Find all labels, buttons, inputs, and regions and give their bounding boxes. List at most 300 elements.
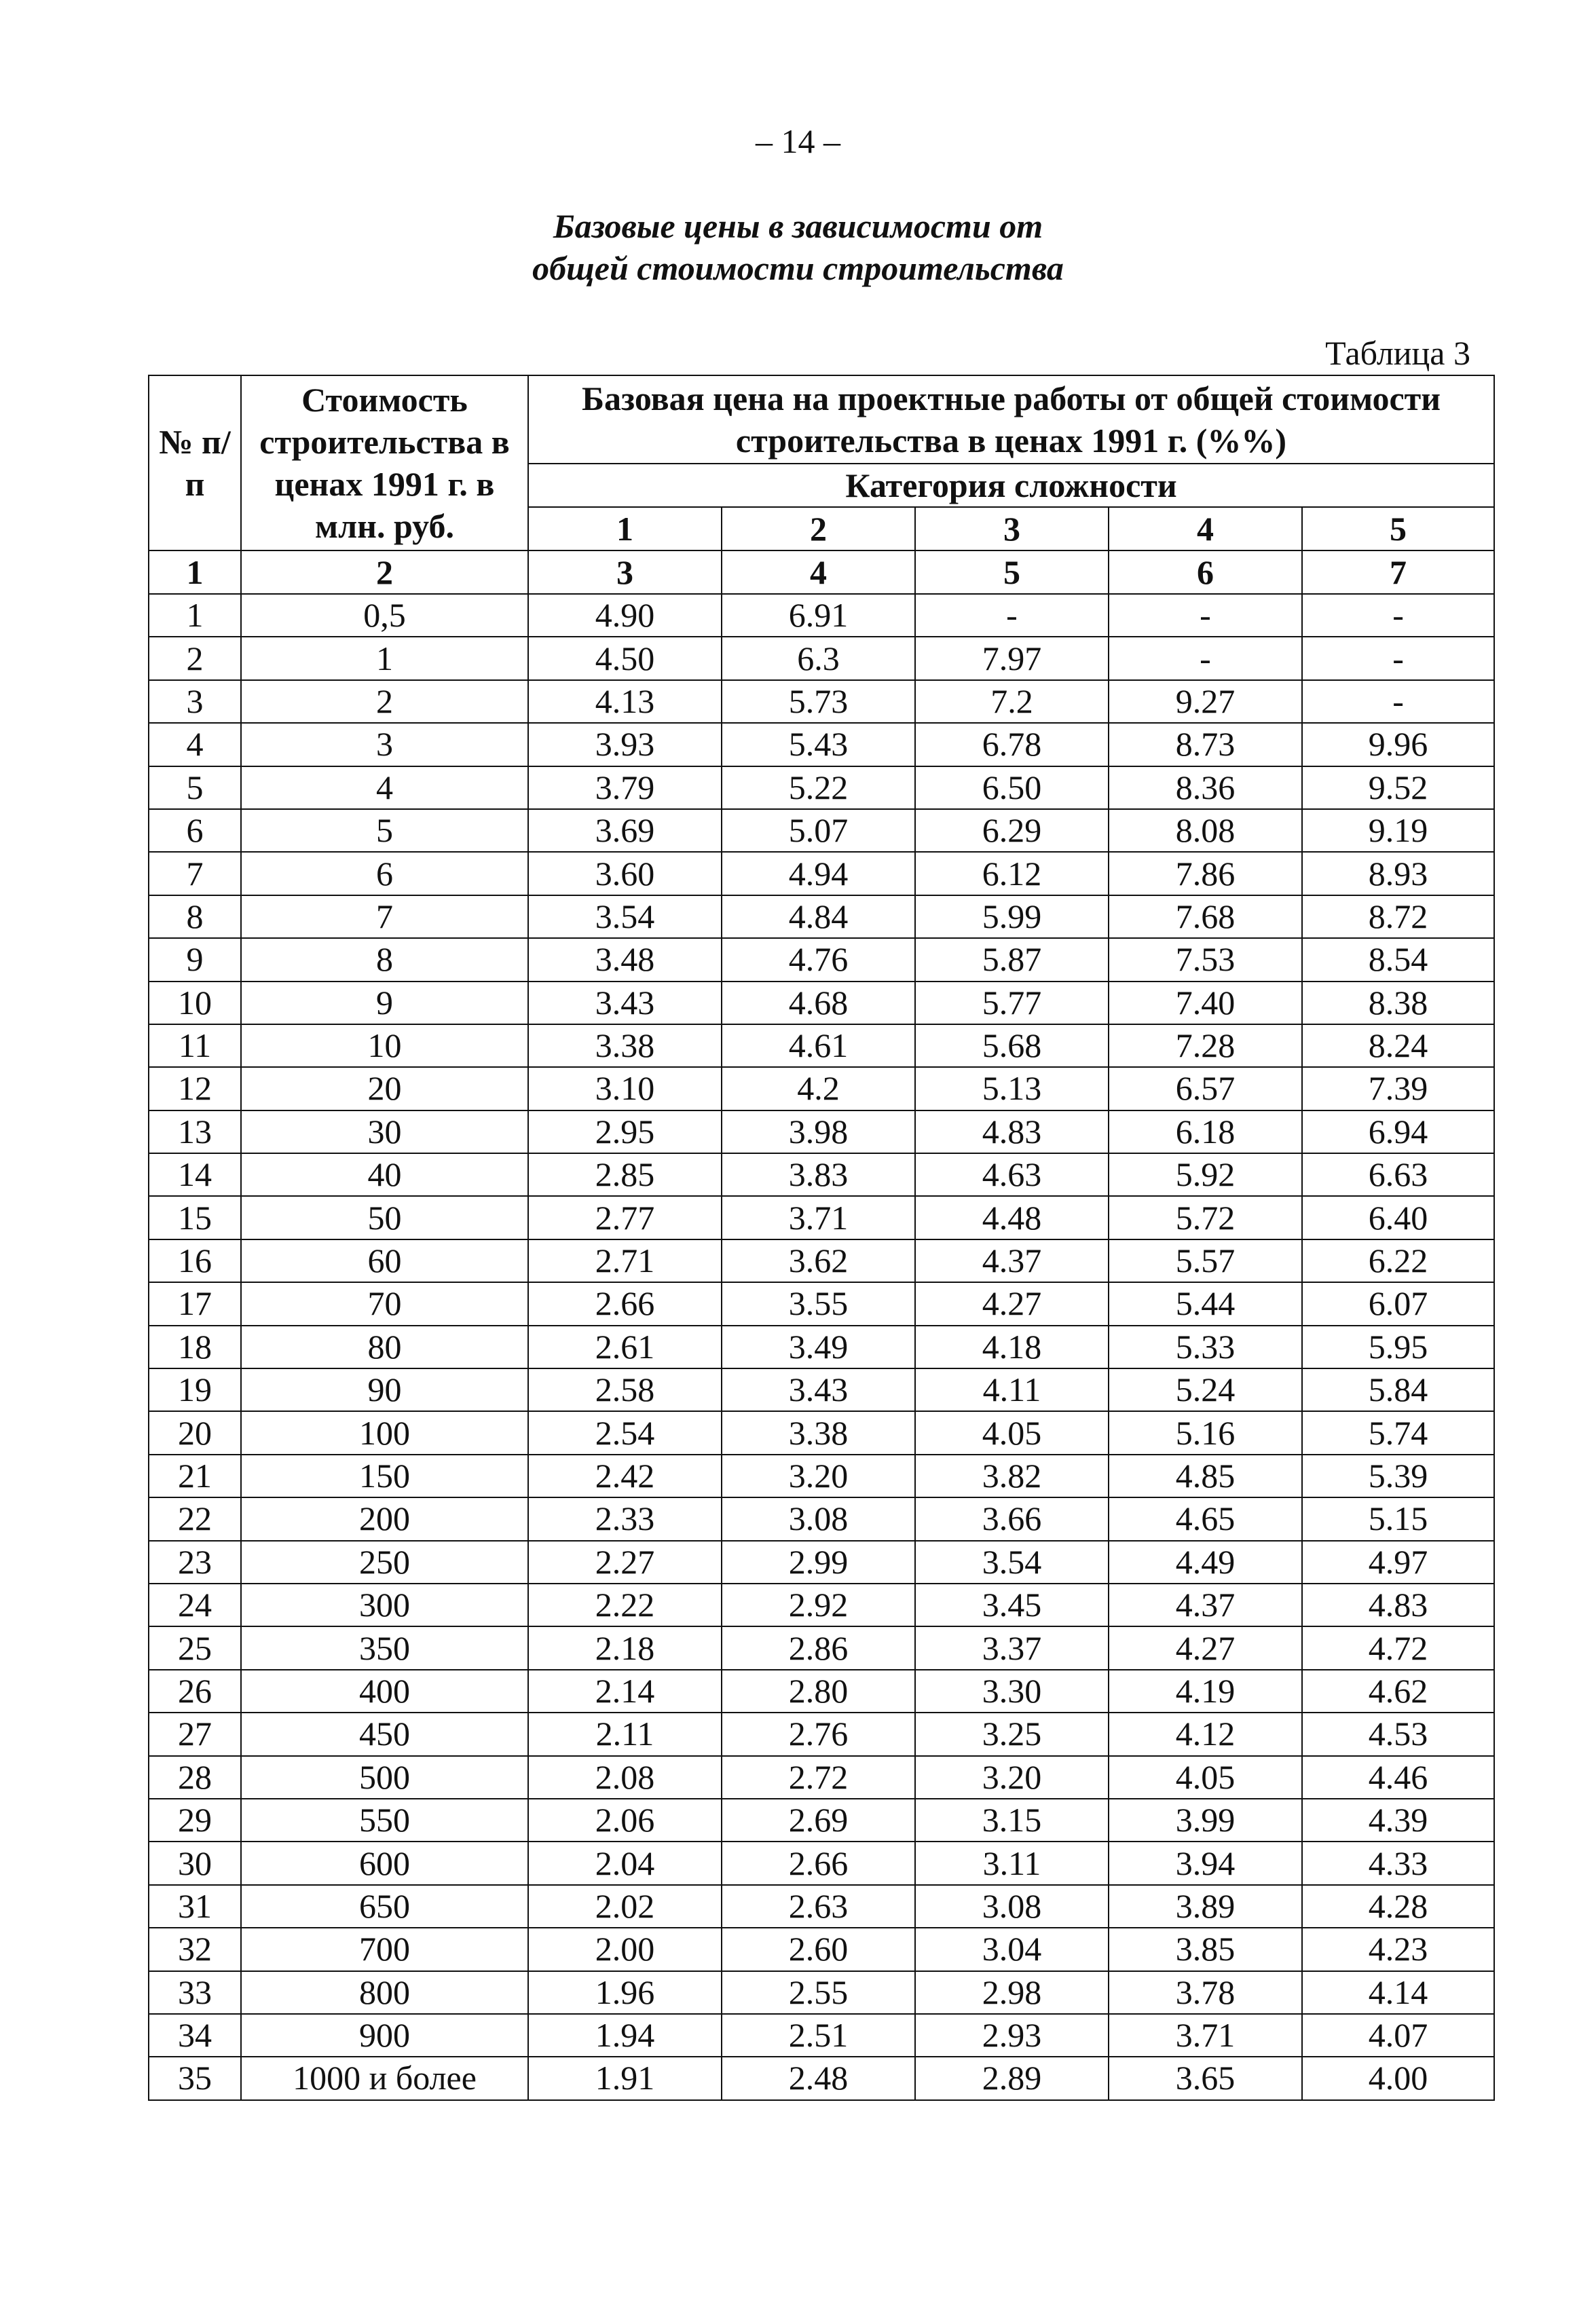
table-cell: 50 [241, 1196, 528, 1239]
table-cell: 2.14 [528, 1670, 722, 1713]
table-cell: 2.92 [722, 1584, 915, 1626]
table-row [149, 1885, 1494, 1928]
table-row [149, 1756, 1494, 1799]
table-cell: 3.10 [528, 1067, 722, 1110]
table-body [149, 594, 1494, 2100]
table-cell: 2.58 [528, 1368, 722, 1411]
table-row [149, 1455, 1494, 1497]
table-cell: 2.99 [722, 1541, 915, 1584]
table-cell: 5.77 [915, 982, 1109, 1024]
table-cell: 7 [149, 852, 241, 895]
table-cell: 30 [241, 1110, 528, 1153]
table-cell: 7.53 [1109, 938, 1302, 981]
table-cell: 2.95 [528, 1110, 722, 1153]
table-cell: 8.24 [1302, 1024, 1494, 1067]
table-cell: - [1109, 594, 1302, 637]
table-row [149, 723, 1494, 766]
table-cell: 3.66 [915, 1497, 1109, 1540]
table-cell: 6.40 [1302, 1196, 1494, 1239]
table-row [149, 1626, 1494, 1669]
title-line-2: общей стоимости строительства [532, 249, 1064, 287]
table-cell: 20 [241, 1067, 528, 1110]
table-cell: 4.65 [1109, 1497, 1302, 1540]
table-cell: 3.65 [1109, 2057, 1302, 2099]
table-cell: 2.76 [722, 1713, 915, 1755]
table-cell: - [1302, 637, 1494, 679]
table-cell: 3.08 [915, 1885, 1109, 1928]
table-cell: 6.3 [722, 637, 915, 679]
column-number: 6 [1109, 550, 1302, 594]
header-base-price [528, 375, 1494, 464]
table-cell: 2.60 [722, 1928, 915, 1971]
table-cell: 3.20 [915, 1756, 1109, 1799]
table-cell: 2.22 [528, 1584, 722, 1626]
table-row [149, 1799, 1494, 1842]
table-row [149, 1497, 1494, 1540]
table-cell: 4.62 [1302, 1670, 1494, 1713]
table-cell: 3.93 [528, 723, 722, 766]
table-cell: 5.74 [1302, 1411, 1494, 1454]
table-cell: 10 [149, 982, 241, 1024]
table-cell: 4.48 [915, 1196, 1109, 1239]
table-row [149, 1282, 1494, 1325]
table-row [149, 852, 1494, 895]
table-cell: 70 [241, 1282, 528, 1325]
table-cell: 2.00 [528, 1928, 722, 1971]
table-row [149, 2057, 1494, 2099]
table-cell: 28 [149, 1756, 241, 1799]
table-cell: 2.54 [528, 1411, 722, 1454]
column-number: 2 [241, 550, 528, 594]
table-cell: - [1302, 594, 1494, 637]
table-cell: 2.11 [528, 1713, 722, 1755]
table-cell: 2 [241, 680, 528, 723]
table-cell: 3.71 [1109, 2014, 1302, 2057]
table-cell: 8 [241, 938, 528, 981]
table-cell: 5.44 [1109, 1282, 1302, 1325]
table-cell: 8.54 [1302, 938, 1494, 981]
table-row [149, 1928, 1494, 1971]
table-cell: 2.04 [528, 1842, 722, 1884]
table-cell: 1 [149, 594, 241, 637]
header-number-text: № п/п [159, 423, 231, 503]
table-cell: 450 [241, 1713, 528, 1755]
table-cell: 1.91 [528, 2057, 722, 2099]
table-cell: 3.11 [915, 1842, 1109, 1884]
table-cell: 25 [149, 1626, 241, 1669]
table-cell: 4.33 [1302, 1842, 1494, 1884]
table-cell: 4.00 [1302, 2057, 1494, 2099]
table-cell: 8 [149, 895, 241, 938]
table-cell: 6.18 [1109, 1110, 1302, 1153]
table-cell: 4.63 [915, 1153, 1109, 1196]
table-cell: 5.07 [722, 809, 915, 852]
table-cell: 5.57 [1109, 1239, 1302, 1282]
table-cell: 3.25 [915, 1713, 1109, 1755]
table-cell: 26 [149, 1670, 241, 1713]
table-cell: 6 [241, 852, 528, 895]
base-price-table [148, 375, 1495, 2101]
table-cell: 4.27 [915, 1282, 1109, 1325]
table-row [149, 1326, 1494, 1368]
table-row [149, 1541, 1494, 1584]
table-cell: 15 [149, 1196, 241, 1239]
table-cell: 3.99 [1109, 1799, 1302, 1842]
table-cell: 6.91 [722, 594, 915, 637]
table-cell: 3.79 [528, 766, 722, 809]
table-cell: 4.50 [528, 637, 722, 679]
table-cell: 8.38 [1302, 982, 1494, 1024]
table-cell: 5.33 [1109, 1326, 1302, 1368]
table-cell: 700 [241, 1928, 528, 1971]
table-cell: 4 [241, 766, 528, 809]
table-cell: 2.77 [528, 1196, 722, 1239]
table-cell: 14 [149, 1153, 241, 1196]
table-cell: 5.92 [1109, 1153, 1302, 1196]
table-cell: 7.2 [915, 680, 1109, 723]
table-cell: 6.94 [1302, 1110, 1494, 1153]
table-cell: 19 [149, 1368, 241, 1411]
table-cell: 7.39 [1302, 1067, 1494, 1110]
table-cell: 40 [241, 1153, 528, 1196]
table-cell: 4.12 [1109, 1713, 1302, 1755]
table-cell: 11 [149, 1024, 241, 1067]
table-cell: 5.84 [1302, 1368, 1494, 1411]
table-row [149, 1670, 1494, 1713]
table-cell: 150 [241, 1455, 528, 1497]
table-cell: 2.80 [722, 1670, 915, 1713]
table-row [149, 637, 1494, 679]
table-cell: 4.18 [915, 1326, 1109, 1368]
table-cell: 2.55 [722, 1971, 915, 2014]
table-cell: 4.23 [1302, 1928, 1494, 1971]
table-cell: 4.39 [1302, 1799, 1494, 1842]
header-category-1: 1 [528, 507, 722, 550]
table-cell: 8.36 [1109, 766, 1302, 809]
table-cell: 9 [241, 982, 528, 1024]
table-cell: 900 [241, 2014, 528, 2057]
table-cell: 5.73 [722, 680, 915, 723]
table-cell: 4.27 [1109, 1626, 1302, 1669]
table-cell: 4.2 [722, 1067, 915, 1110]
table-row [149, 1067, 1494, 1110]
table-cell: 2.18 [528, 1626, 722, 1669]
table-cell: 1000 и более [241, 2057, 528, 2099]
table-cell: 7.40 [1109, 982, 1302, 1024]
table-cell: 3.54 [528, 895, 722, 938]
title-line-1: Базовые цены в зависимости от [553, 207, 1043, 245]
table-cell: 32 [149, 1928, 241, 1971]
header-base-price-text: Базовая цена на проектные работы от общей стоимости строительства в ценах 1991 г. (%%) [581, 379, 1441, 460]
table-row [149, 1110, 1494, 1153]
column-number: 5 [915, 550, 1109, 594]
table-cell: 33 [149, 1971, 241, 2014]
table-cell: 100 [241, 1411, 528, 1454]
table-row [149, 1584, 1494, 1626]
table-cell: - [1109, 637, 1302, 679]
column-number: 4 [722, 550, 915, 594]
table-cell: 8.93 [1302, 852, 1494, 895]
table-cell: 3.20 [722, 1455, 915, 1497]
table-cell: - [1302, 680, 1494, 723]
table-cell: 3.94 [1109, 1842, 1302, 1884]
table-cell: 3 [241, 723, 528, 766]
table-cell: 7.86 [1109, 852, 1302, 895]
table-cell: 9.19 [1302, 809, 1494, 852]
page-title [0, 205, 1596, 289]
table-cell: 2.02 [528, 1885, 722, 1928]
table-cell: 3.82 [915, 1455, 1109, 1497]
table-cell: 80 [241, 1326, 528, 1368]
table-cell: 3.85 [1109, 1928, 1302, 1971]
table-cell: 6.12 [915, 852, 1109, 895]
table-cell: 2.66 [722, 1842, 915, 1884]
table-cell: 3.04 [915, 1928, 1109, 1971]
table-cell: 4.61 [722, 1024, 915, 1067]
table-cell: 5.15 [1302, 1497, 1494, 1540]
table-cell: 5.22 [722, 766, 915, 809]
table-cell: 24 [149, 1584, 241, 1626]
table-cell: 8.72 [1302, 895, 1494, 938]
table-cell: 6.07 [1302, 1282, 1494, 1325]
table-cell: 35 [149, 2057, 241, 2099]
table-cell: 500 [241, 1756, 528, 1799]
table-cell: 4.13 [528, 680, 722, 723]
table-row [149, 2014, 1494, 2057]
column-number: 7 [1302, 550, 1494, 594]
table-cell: 2.61 [528, 1326, 722, 1368]
table-cell: 2.48 [722, 2057, 915, 2099]
table-cell: 2.69 [722, 1799, 915, 1842]
table-row [149, 1971, 1494, 2014]
table-row [149, 680, 1494, 723]
table-cell: 0,5 [241, 594, 528, 637]
table-cell: 350 [241, 1626, 528, 1669]
table-cell: 550 [241, 1799, 528, 1842]
table-cell: - [915, 594, 1109, 637]
table-cell: 2.85 [528, 1153, 722, 1196]
table-cell: 6.29 [915, 809, 1109, 852]
table-cell: 8.73 [1109, 723, 1302, 766]
table-cell: 4.49 [1109, 1541, 1302, 1584]
table-cell: 650 [241, 1885, 528, 1928]
table-cell: 4.84 [722, 895, 915, 938]
table-cell: 3.15 [915, 1799, 1109, 1842]
table-cell: 3.78 [1109, 1971, 1302, 2014]
table-cell: 4.37 [915, 1239, 1109, 1282]
table-cell: 13 [149, 1110, 241, 1153]
table-cell: 1 [241, 637, 528, 679]
table-cell: 2.72 [722, 1756, 915, 1799]
table-cell: 5 [149, 766, 241, 809]
table-cell: 7.97 [915, 637, 1109, 679]
table-cell: 2.71 [528, 1239, 722, 1282]
table-cell: 3.43 [722, 1368, 915, 1411]
header-cost-text: Стоимость строительства в ценах 1991 г. в млн. руб. [259, 381, 510, 545]
table-cell: 5.95 [1302, 1326, 1494, 1368]
page-number: – 14 – [756, 122, 840, 160]
table-cell: 90 [241, 1368, 528, 1411]
table-cell: 3.83 [722, 1153, 915, 1196]
column-number-row [149, 550, 1494, 594]
table-cell: 3.38 [722, 1411, 915, 1454]
table-cell: 4.94 [722, 852, 915, 895]
table-cell: 2.66 [528, 1282, 722, 1325]
table-row [149, 809, 1494, 852]
table-cell: 4.37 [1109, 1584, 1302, 1626]
table-cell: 9.27 [1109, 680, 1302, 723]
table-cell: 6.22 [1302, 1239, 1494, 1282]
table-cell: 3.89 [1109, 1885, 1302, 1928]
table-row [149, 982, 1494, 1024]
table-cell: 800 [241, 1971, 528, 2014]
table-cell: 3.38 [528, 1024, 722, 1067]
table-cell: 4.76 [722, 938, 915, 981]
table-cell: 12 [149, 1067, 241, 1110]
table-cell: 3.69 [528, 809, 722, 852]
header-category-4: 4 [1109, 507, 1302, 550]
table-cell: 9.96 [1302, 723, 1494, 766]
table-cell: 5.68 [915, 1024, 1109, 1067]
table-row [149, 594, 1494, 637]
table-cell: 4.07 [1302, 2014, 1494, 2057]
table-row [149, 895, 1494, 938]
table-cell: 6 [149, 809, 241, 852]
table-cell: 60 [241, 1239, 528, 1282]
table-cell: 16 [149, 1239, 241, 1282]
table-row [149, 1153, 1494, 1196]
table-cell: 5.16 [1109, 1411, 1302, 1454]
table-cell: 4.97 [1302, 1541, 1494, 1584]
table-cell: 30 [149, 1842, 241, 1884]
table-cell: 4.46 [1302, 1756, 1494, 1799]
table-cell: 4.14 [1302, 1971, 1494, 2014]
table-label: Таблица 3 [1325, 334, 1470, 372]
table-row [149, 1024, 1494, 1067]
table-cell: 2.89 [915, 2057, 1109, 2099]
table-cell: 4.53 [1302, 1713, 1494, 1755]
table-cell: 29 [149, 1799, 241, 1842]
table-cell: 9.52 [1302, 766, 1494, 809]
table-cell: 3.62 [722, 1239, 915, 1282]
table-cell: 31 [149, 1885, 241, 1928]
table-row [149, 1368, 1494, 1411]
table-cell: 4.83 [1302, 1584, 1494, 1626]
table-cell: 3.98 [722, 1110, 915, 1153]
table-cell: 3.30 [915, 1670, 1109, 1713]
table-cell: 400 [241, 1670, 528, 1713]
table-row [149, 1196, 1494, 1239]
table-cell: 34 [149, 2014, 241, 2057]
column-number: 1 [149, 550, 241, 594]
table-cell: 3.55 [722, 1282, 915, 1325]
table-cell: 3.54 [915, 1541, 1109, 1584]
table-cell: 5.13 [915, 1067, 1109, 1110]
table-row [149, 766, 1494, 809]
table-cell: 2.27 [528, 1541, 722, 1584]
table-cell: 4.05 [915, 1411, 1109, 1454]
table-cell: 6.63 [1302, 1153, 1494, 1196]
table-cell: 4.90 [528, 594, 722, 637]
header-category: Категория сложности [528, 464, 1494, 507]
table-cell: 4.72 [1302, 1626, 1494, 1669]
table-cell: 17 [149, 1282, 241, 1325]
table-cell: 5 [241, 809, 528, 852]
table-cell: 5.39 [1302, 1455, 1494, 1497]
table-cell: 7 [241, 895, 528, 938]
table-cell: 7.28 [1109, 1024, 1302, 1067]
table-cell: 4 [149, 723, 241, 766]
table-cell: 5.72 [1109, 1196, 1302, 1239]
table-cell: 5.99 [915, 895, 1109, 938]
table-cell: 20 [149, 1411, 241, 1454]
header-number [149, 375, 241, 550]
table-cell: 22 [149, 1497, 241, 1540]
table-cell: 3.60 [528, 852, 722, 895]
table-cell: 4.11 [915, 1368, 1109, 1411]
header-category-2: 2 [722, 507, 915, 550]
table-cell: 3.37 [915, 1626, 1109, 1669]
column-number: 3 [528, 550, 722, 594]
table-cell: 3.49 [722, 1326, 915, 1368]
table-cell: 2.33 [528, 1497, 722, 1540]
table-cell: 2 [149, 637, 241, 679]
header-category-3: 3 [915, 507, 1109, 550]
table-cell: 10 [241, 1024, 528, 1067]
table-cell: 4.68 [722, 982, 915, 1024]
table-cell: 4.83 [915, 1110, 1109, 1153]
table-cell: 9 [149, 938, 241, 981]
table-cell: 2.08 [528, 1756, 722, 1799]
table-cell: 6.50 [915, 766, 1109, 809]
table-cell: 2.06 [528, 1799, 722, 1842]
table-cell: 6.78 [915, 723, 1109, 766]
table-row [149, 938, 1494, 981]
table-cell: 2.86 [722, 1626, 915, 1669]
table-cell: 18 [149, 1326, 241, 1368]
header-category-5: 5 [1302, 507, 1494, 550]
table-cell: 4.05 [1109, 1756, 1302, 1799]
table-cell: 6.57 [1109, 1067, 1302, 1110]
table-cell: 2.63 [722, 1885, 915, 1928]
table-cell: 5.43 [722, 723, 915, 766]
table-cell: 5.87 [915, 938, 1109, 981]
table-row [149, 1411, 1494, 1454]
table-cell: 23 [149, 1541, 241, 1584]
table-cell: 1.94 [528, 2014, 722, 2057]
table-cell: 27 [149, 1713, 241, 1755]
table-cell: 3.08 [722, 1497, 915, 1540]
table-cell: 3.45 [915, 1584, 1109, 1626]
table-cell: 4.19 [1109, 1670, 1302, 1713]
table-cell: 21 [149, 1455, 241, 1497]
table-cell: 2.98 [915, 1971, 1109, 2014]
table-cell: 3.43 [528, 982, 722, 1024]
table-cell: 2.42 [528, 1455, 722, 1497]
table-cell: 300 [241, 1584, 528, 1626]
table-row [149, 1713, 1494, 1755]
table-cell: 4.85 [1109, 1455, 1302, 1497]
table-row [149, 1842, 1494, 1884]
table-cell: 4.28 [1302, 1885, 1494, 1928]
table-cell: 250 [241, 1541, 528, 1584]
table-row [149, 1239, 1494, 1282]
table-cell: 1.96 [528, 1971, 722, 2014]
table-cell: 8.08 [1109, 809, 1302, 852]
table-cell: 5.24 [1109, 1368, 1302, 1411]
table-cell: 2.51 [722, 2014, 915, 2057]
header-cost [241, 375, 528, 550]
